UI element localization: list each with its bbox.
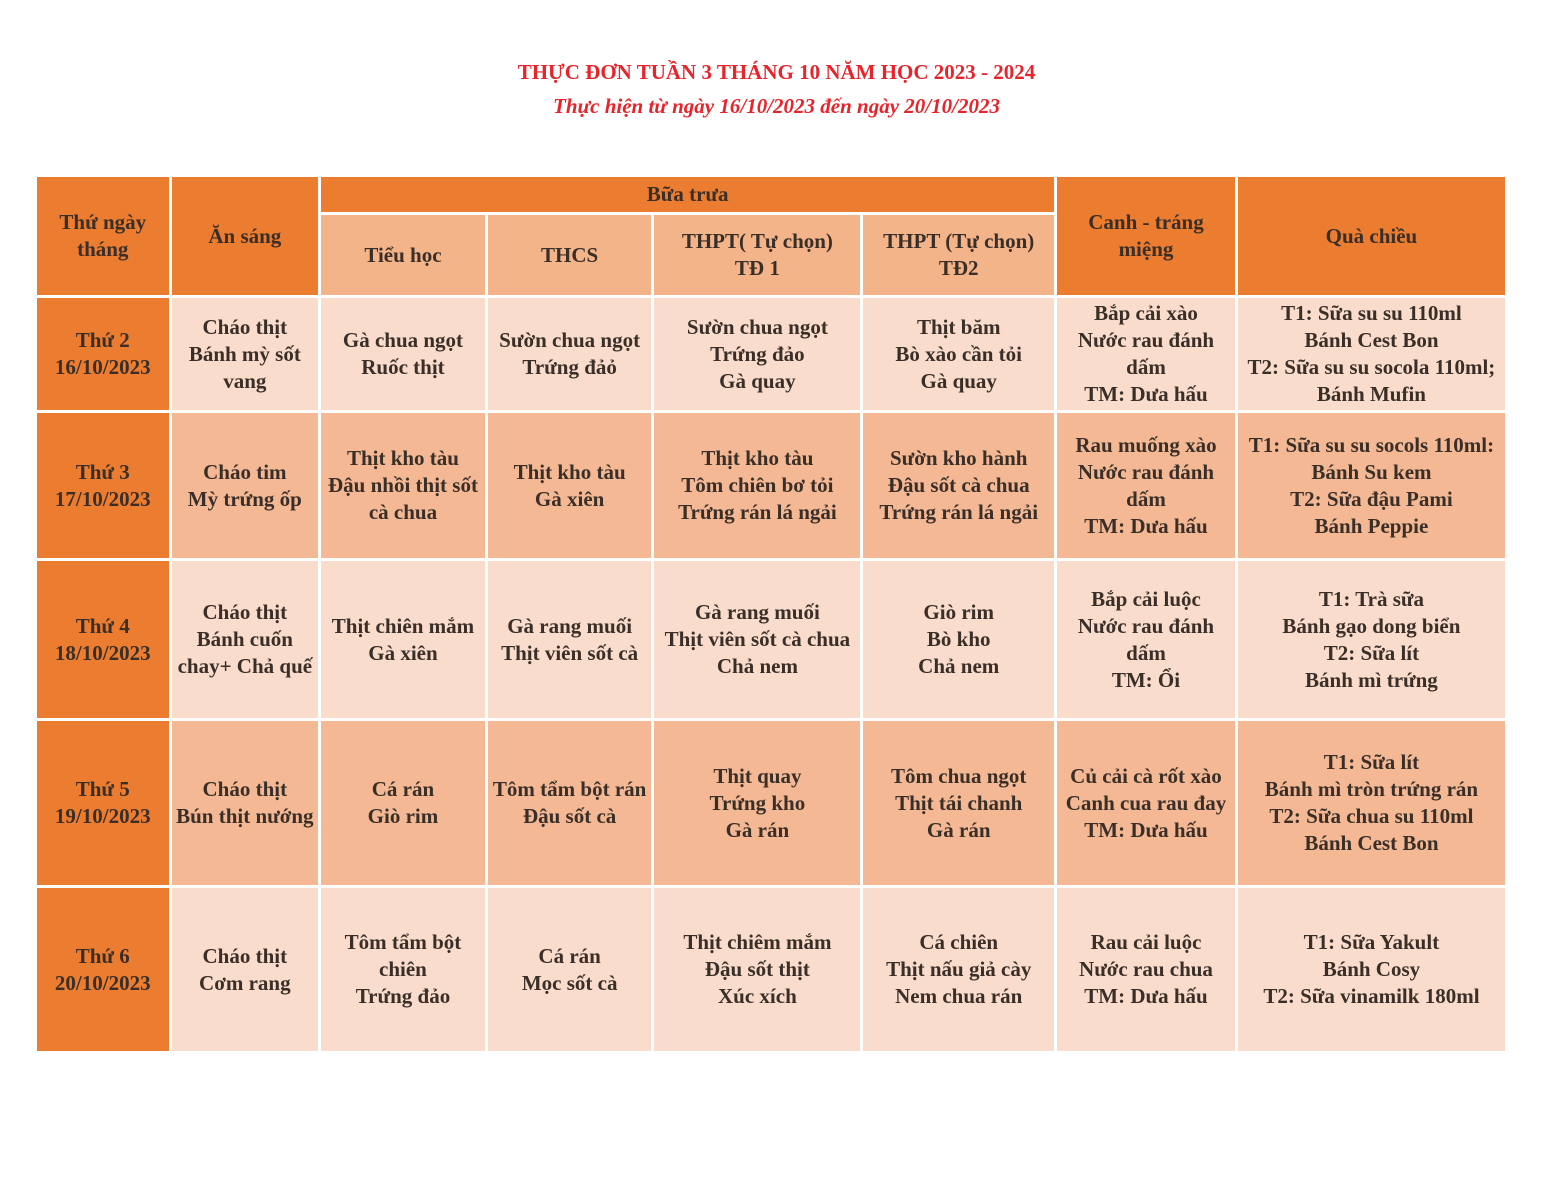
header-thpt-td2-line: THPT (Tự chọn) xyxy=(883,229,1035,253)
header-thpt-td2-line: TĐ2 xyxy=(938,256,979,280)
menu-item-line: T2: Sữa chua su 110ml xyxy=(1269,804,1474,828)
menu-item-line: T1: Sữa su su 110ml xyxy=(1281,301,1462,325)
menu-item-line: Trứng đảỏ xyxy=(522,355,617,379)
menu-item-line: Thứ 4 xyxy=(75,613,130,638)
menu-item-line: Sườn kho hành xyxy=(889,446,1028,470)
thpt-td1-cell xyxy=(654,413,860,558)
primary-lunch-cell xyxy=(321,298,485,410)
afternoon-snack-cell xyxy=(1238,888,1505,1051)
header-lunch: Bữa trưa xyxy=(321,177,1054,212)
menu-item-line: TM: Ổi xyxy=(1111,667,1181,692)
afternoon-snack-cell xyxy=(1238,298,1505,410)
menu-item-line: Canh cua rau đay xyxy=(1065,790,1227,815)
menu-day-row xyxy=(37,721,1505,885)
menu-item-line: Thứ 5 xyxy=(75,777,130,801)
menu-item-line: Thịt chiêm mắm xyxy=(683,930,832,954)
menu-item-line: Rau cải luộc xyxy=(1090,930,1202,954)
menu-item-line: Thịt băm xyxy=(917,314,1001,339)
menu-item-line: Chả nem xyxy=(716,654,798,678)
menu-day-row xyxy=(37,888,1505,1051)
menu-item-line: Tôm tẩm bột chiên xyxy=(344,930,462,981)
header-thpt-td1 xyxy=(654,215,860,295)
day-cell xyxy=(37,561,169,718)
menu-item-line: Giò rim xyxy=(367,804,439,828)
menu-item-line: Ruốc thịt xyxy=(361,355,445,379)
menu-item-line: TM: Dưa hấu xyxy=(1084,817,1208,842)
menu-item-line: Thứ 3 xyxy=(75,459,130,484)
menu-item-line: Nem chua rán xyxy=(895,984,1023,1008)
menu-item-line: Gà xiên xyxy=(534,486,605,511)
thpt-td2-cell xyxy=(863,721,1054,885)
menu-item-line: Bò kho xyxy=(926,627,991,651)
breakfast-cell xyxy=(172,888,319,1051)
menu-item-line: Đậu sốt thịt xyxy=(704,957,810,981)
menu-item-line: Củ cải cà rốt xào xyxy=(1070,763,1222,788)
menu-item-line: Nước rau đánh dấm xyxy=(1077,328,1215,379)
menu-item-line: Trứng đảo xyxy=(710,341,805,366)
menu-item-line: Mỳ trứng ốp xyxy=(187,486,302,511)
menu-item-line: Thịt kho tàu xyxy=(513,459,626,484)
menu-item-line: Bắp cải luộc xyxy=(1091,586,1201,611)
menu-item-line: Cháo tim xyxy=(203,459,287,484)
header-thpt-td2 xyxy=(863,215,1054,295)
menu-item-line: Gà xiên xyxy=(368,640,438,665)
menu-item-line: TM: Dưa hấu xyxy=(1084,984,1208,1008)
menu-item-line: T2: Sữa đậu Pami xyxy=(1290,486,1453,511)
soup-dessert-cell xyxy=(1057,298,1235,410)
menu-item-line: Bánh mì trứng xyxy=(1305,667,1438,692)
menu-item-line: Cá rán xyxy=(538,943,601,968)
menu-item-line: Thịt kho tàu xyxy=(701,446,814,470)
menu-item-line: Sườn chua ngọt xyxy=(686,314,828,339)
menu-item-line: Thịt viên sốt cà xyxy=(501,640,639,665)
menu-item-line: T1: Sữa lít xyxy=(1323,750,1420,774)
menu-item-line: Bánh mỳ sốt vang xyxy=(188,341,301,393)
menu-item-line: Đậu nhồi thịt sốt cà chua xyxy=(327,473,478,524)
header-breakfast: Ăn sáng xyxy=(172,177,319,295)
soup-dessert-cell xyxy=(1057,413,1235,558)
menu-body xyxy=(37,298,1505,1051)
menu-item-line: Bánh Cest Bon xyxy=(1304,831,1439,855)
menu-item-line: TM: Dưa hấu xyxy=(1084,513,1208,538)
menu-item-line: Gà rang muối xyxy=(694,600,820,624)
menu-item-line: Bò xào cần tỏi xyxy=(895,341,1023,366)
menu-item-line: Đậu sốt cà xyxy=(522,804,617,828)
menu-item-line: 18/10/2023 xyxy=(54,640,151,665)
menu-item-line: Thịt tái chanh xyxy=(895,790,1023,815)
menu-item-line: Cơm rang xyxy=(199,970,291,995)
secondary-lunch-cell xyxy=(488,413,652,558)
menu-item-line: TM: Dưa hấu xyxy=(1084,382,1208,406)
menu-item-line: Thứ 2 xyxy=(75,328,130,352)
header-secondary: THCS xyxy=(488,215,652,295)
menu-item-line: Trứng đảo xyxy=(355,984,451,1008)
menu-item-line: 19/10/2023 xyxy=(54,804,151,828)
primary-lunch-cell xyxy=(321,561,485,718)
menu-item-line: Gà rán xyxy=(926,817,991,842)
menu-item-line: T2: Sữa lít xyxy=(1323,640,1420,665)
menu-item-line: 20/10/2023 xyxy=(54,970,151,995)
menu-item-line: Thứ 6 xyxy=(75,943,130,968)
menu-item-line: Tôm chua ngọt xyxy=(891,763,1027,788)
menu-item-line: Thịt chiên mắm xyxy=(331,613,475,638)
menu-item-line: Mọc sốt cà xyxy=(521,970,618,995)
menu-item-line: T2: Sữa vinamilk 180ml xyxy=(1263,984,1480,1008)
menu-item-line: Cháo thịt xyxy=(202,314,288,339)
menu-item-line: T1: Sữa Yakult xyxy=(1303,930,1440,954)
header-day: Thứ ngày tháng xyxy=(37,177,169,295)
thpt-td1-cell xyxy=(654,561,860,718)
menu-item-line: Gà chua ngọt xyxy=(342,328,464,352)
menu-item-line: Gà quay xyxy=(719,368,796,393)
menu-item-line: Gà rang muối xyxy=(507,613,633,638)
secondary-lunch-cell xyxy=(488,888,652,1051)
afternoon-snack-cell xyxy=(1238,721,1505,885)
menu-item-line: Tôm tẩm bột rán xyxy=(492,777,647,801)
menu-item-line: T1: Sữa su su socols 110ml: Bánh Su kem xyxy=(1248,432,1495,484)
menu-title: THỰC ĐƠN TUẦN 3 THÁNG 10 NĂM HỌC 2023 - 2024 xyxy=(517,60,1036,84)
menu-item-line: Xúc xích xyxy=(718,984,797,1008)
menu-day-row xyxy=(37,413,1505,558)
menu-item-line: Giò rim xyxy=(923,600,994,624)
menu-item-line: Gà quay xyxy=(920,368,997,393)
menu-item-line: Bánh gạo dong biển xyxy=(1282,613,1461,638)
thpt-td1-cell xyxy=(654,298,860,410)
breakfast-cell xyxy=(172,298,319,410)
breakfast-cell xyxy=(172,413,319,558)
menu-item-line: Bánh mì tròn trứng rán xyxy=(1264,777,1479,801)
menu-item-line: 16/10/2023 xyxy=(54,355,151,379)
primary-lunch-cell xyxy=(321,721,485,885)
primary-lunch-cell xyxy=(321,413,485,558)
menu-item-line: Bắp cải xào xyxy=(1094,301,1198,325)
menu-item-line: Cá chiên xyxy=(919,930,999,954)
thpt-td2-cell xyxy=(863,888,1054,1051)
menu-item-line: Bánh Cosy xyxy=(1322,957,1421,981)
menu-item-line: T2: Sữa su su socola 110ml; Bánh Mufin xyxy=(1247,355,1496,406)
menu-item-line: Nước rau đánh dấm xyxy=(1077,613,1215,665)
thpt-td2-cell xyxy=(863,413,1054,558)
menu-item-line: Trứng rán lá ngải xyxy=(678,500,837,524)
menu-item-line: Gà rán xyxy=(725,817,790,842)
header-afternoon-snack: Quà chiều xyxy=(1238,177,1505,295)
menu-item-line: Sườn chua ngọt xyxy=(499,328,641,352)
soup-dessert-cell xyxy=(1057,721,1235,885)
breakfast-cell xyxy=(172,561,319,718)
menu-item-line: Chả nem xyxy=(918,654,1000,678)
soup-dessert-cell xyxy=(1057,888,1235,1051)
menu-item-line: Thịt nấu giả cày xyxy=(886,957,1032,981)
menu-item-line: Thịt viên sốt cà chua xyxy=(664,627,851,651)
weekly-menu-table xyxy=(34,174,1508,1054)
menu-item-line: Thịt kho tàu xyxy=(346,446,459,470)
day-cell xyxy=(37,413,169,558)
menu-item-line: Rau muống xào xyxy=(1075,432,1217,457)
breakfast-cell xyxy=(172,721,319,885)
secondary-lunch-cell xyxy=(488,298,652,410)
menu-item-line: Bánh Cest Bon xyxy=(1304,328,1439,352)
menu-item-line: Trứng rán lá ngải xyxy=(879,500,1039,524)
menu-item-line: Thịt quay xyxy=(713,763,802,788)
menu-item-line: Bún thịt nướng xyxy=(176,804,314,828)
afternoon-snack-cell xyxy=(1238,413,1505,558)
day-cell xyxy=(37,298,169,410)
menu-item-line: Trứng kho xyxy=(709,790,806,815)
day-cell xyxy=(37,888,169,1051)
menu-date-range: Thực hiện từ ngày 16/10/2023 đến ngày 20/10/2023 xyxy=(553,94,1000,118)
menu-item-line: Nước rau chua xyxy=(1079,957,1213,981)
menu-item-line: Cháo thịt xyxy=(202,943,288,968)
day-cell xyxy=(37,721,169,885)
secondary-lunch-cell xyxy=(488,561,652,718)
header-thpt-td1-line: TĐ 1 xyxy=(734,256,780,280)
menu-item-line: Cháo thịt xyxy=(202,777,288,801)
menu-item-line: Bánh Peppie xyxy=(1314,513,1429,538)
menu-item-line: Bánh cuốn chay+ Chả quế xyxy=(177,627,313,678)
thpt-td1-cell xyxy=(654,888,860,1051)
menu-item-line: Cá rán xyxy=(371,777,435,801)
menu-day-row xyxy=(37,298,1505,410)
primary-lunch-cell xyxy=(321,888,485,1051)
menu-item-line: T1: Trà sữa xyxy=(1318,586,1424,611)
menu-item-line: Đậu sốt cà chua xyxy=(887,473,1030,497)
menu-item-line: 17/10/2023 xyxy=(54,486,151,511)
afternoon-snack-cell xyxy=(1238,561,1505,718)
menu-item-line: Tôm chiên bơ tỏi xyxy=(681,473,834,497)
menu-item-line: Nước rau đánh dấm xyxy=(1077,459,1215,511)
thpt-td2-cell xyxy=(863,298,1054,410)
header-soup-dessert: Canh - tráng miệng xyxy=(1057,177,1235,295)
menu-item-line: Cháo thịt xyxy=(202,600,288,624)
secondary-lunch-cell xyxy=(488,721,652,885)
thpt-td1-cell xyxy=(654,721,860,885)
soup-dessert-cell xyxy=(1057,561,1235,718)
header-primary: Tiểu học xyxy=(321,215,485,295)
thpt-td2-cell xyxy=(863,561,1054,718)
header-thpt-td1-line: THPT( Tự chọn) xyxy=(681,229,833,253)
menu-day-row xyxy=(37,561,1505,718)
